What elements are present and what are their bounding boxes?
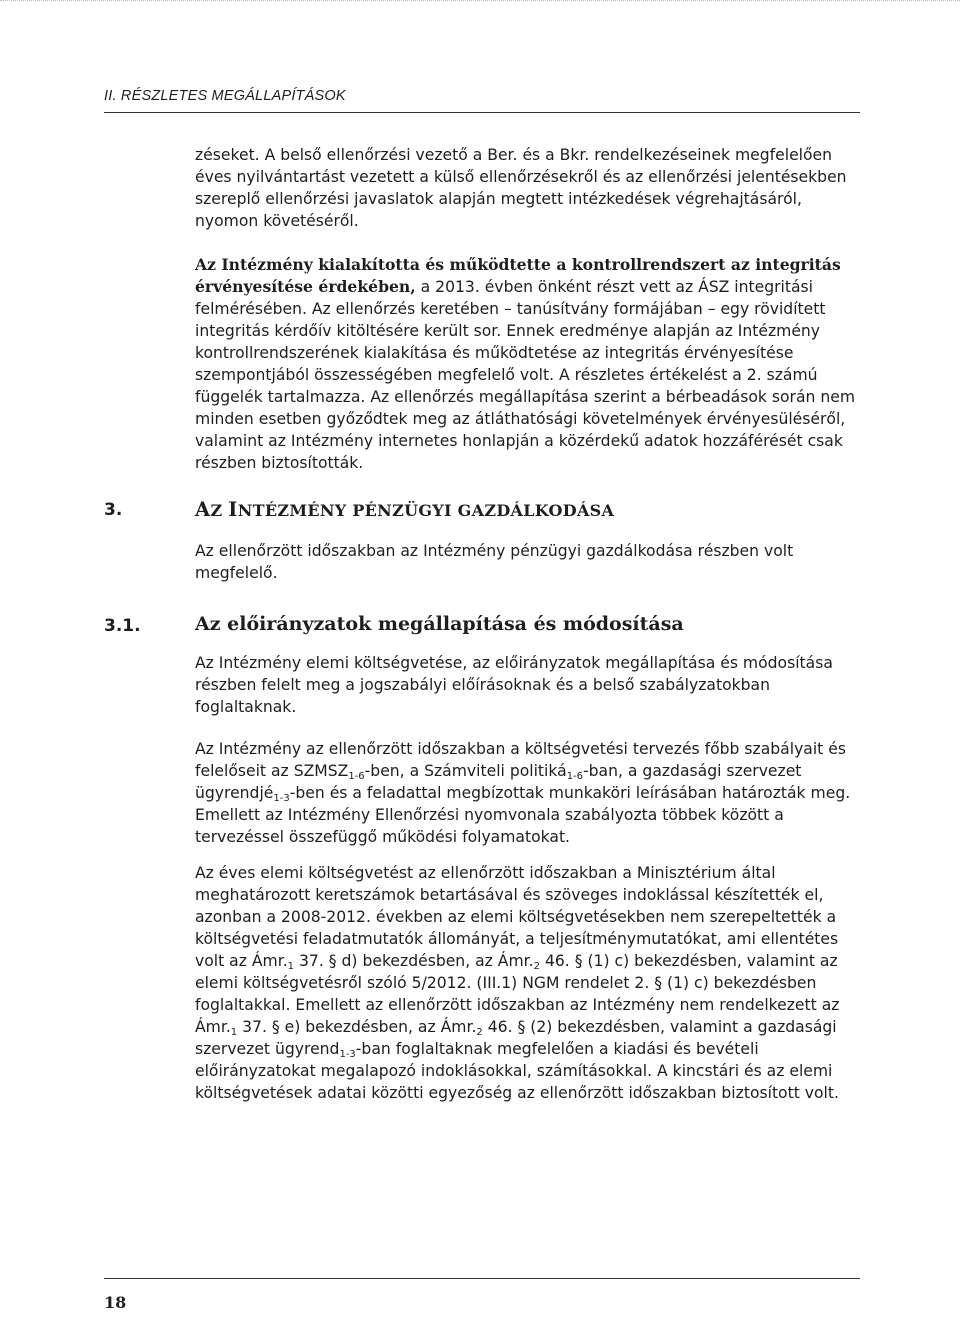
header-rule	[104, 112, 860, 113]
paragraph-annual-budget: Az éves elemi költségvetést az ellenőrzött időszakban a Minisztérium által meghatározott keretszámok betartásával és szöveges indoklással készítették el, azonban a 2008-2012. években az elemi költségvetésekben nem szerepeltették a költségvetési feladatmutatók állományát, a teljesítménymutatókat, ami ellentétes volt az $Ámr._1$ 37. § d) bekezdésben, az $Ámr._2$ 46. § (1) c) bekezdésben, valamint az elemi költségvetésről szóló 5/2012. (III.1) NGM rendelet 2. § (1) c) bekezdésben foglaltakkal. Emellett az ellenőrzött időszakban az Intézmény nem rendelkezett az $Ámr._1$ 37. § e) bekezdésben, az $Ámr._2$ 46. § (2) bekezdésben, valamint a gazdasági szervezet ügyrend$_{1-3}$-ban foglaltaknak megfelelően a kiadási és bevételi előirányzatokat megalapozó indoklásokkal, számításokkal. A kincstári és az elemi költségvetések adatai közötti egyezőség az ellenőrzött időszakban biztosított volt.	[195, 864, 840, 1102]
subsection-title: Az előirányzatok megállapítása és módosítása	[195, 613, 684, 635]
chapter-number: 3.	[104, 500, 123, 520]
chapter-title: AZ INTÉZMÉNY PÉNZÜGYI GAZDÁLKODÁSA	[195, 498, 615, 521]
subsection-number: 3.1.	[104, 616, 141, 636]
paragraph-budget: Az Intézmény elemi költségvetése, az előirányzatok megállapítása és módosítása részben felelt meg a jogszabályi előírásoknak és a belső szabályzatokban foglaltaknak.	[195, 654, 833, 716]
paragraph-body: a 2013. évben önként részt vett az ÁSZ integritási felmérésében. Az ellenőrzés keretében – tanúsítvány formájában – egy rövidített integritás kérdőív kitöltésére került sor. Ennek eredménye alapján az Intézmény kontrollrendszerének kialakítása és működtetése az integritás érvényesítése szempontjából összességében megfelelő volt. A részletes értékelést a 2. számú függelék tartalmazza. Az ellenőrzés megállapítása szerint a bérbeadások során nem minden esetben győződtek meg az átláthatósági követelmények érvényesüléséről, valamint az Intézmény internetes honlapján a közérdekű adatok hozzáférését csak részben biztosították.	[195, 278, 856, 472]
paragraph-continuation: zéseket. A belső ellenőrzési vezető a Ber. és a Bkr. rendelkezéseinek megfelelően éves nyilvántartást vezetett a külső ellenőrzésekről és az ellenőrzési jelentésekben szereplő ellenőrzési javaslatok alapján megtett intézkedések végrehajtásáról, nyomon követéséről.	[195, 146, 847, 230]
paragraph-finance-summary: Az ellenőrzött időszakban az Intézmény pénzügyi gazdálkodása részben volt megfelelő.	[195, 542, 794, 582]
footer-rule	[104, 1278, 860, 1279]
paragraph-lead-bold: Az Intézmény kialakította és működtette a kontrollrendszert az integritás érvényesítése érdekében,	[195, 255, 841, 296]
scan-edge-artifact	[0, 0, 960, 4]
paragraph-integrity	[195, 254, 860, 474]
page-number: 18	[104, 1293, 127, 1312]
running-header: II. RÉSZLETES MEGÁLLAPÍTÁSOK	[104, 88, 346, 104]
paragraph-planning: Az Intézmény az ellenőrzött időszakban a költségvetési tervezés főbb szabályait és felelőseit az $SZMSZ_{1-6}$-ben, a Számviteli politiká$_{1-6}$-ban, a gazdasági szervezet ügyrendjé$_{1-3}$-ben és a feladattal megbízottak munkaköri leírásában határozták meg. Emellett az Intézmény Ellenőrzési nyomvonala szabályozta többek között a tervezéssel összefüggő működési folyamatokat.	[195, 740, 851, 846]
